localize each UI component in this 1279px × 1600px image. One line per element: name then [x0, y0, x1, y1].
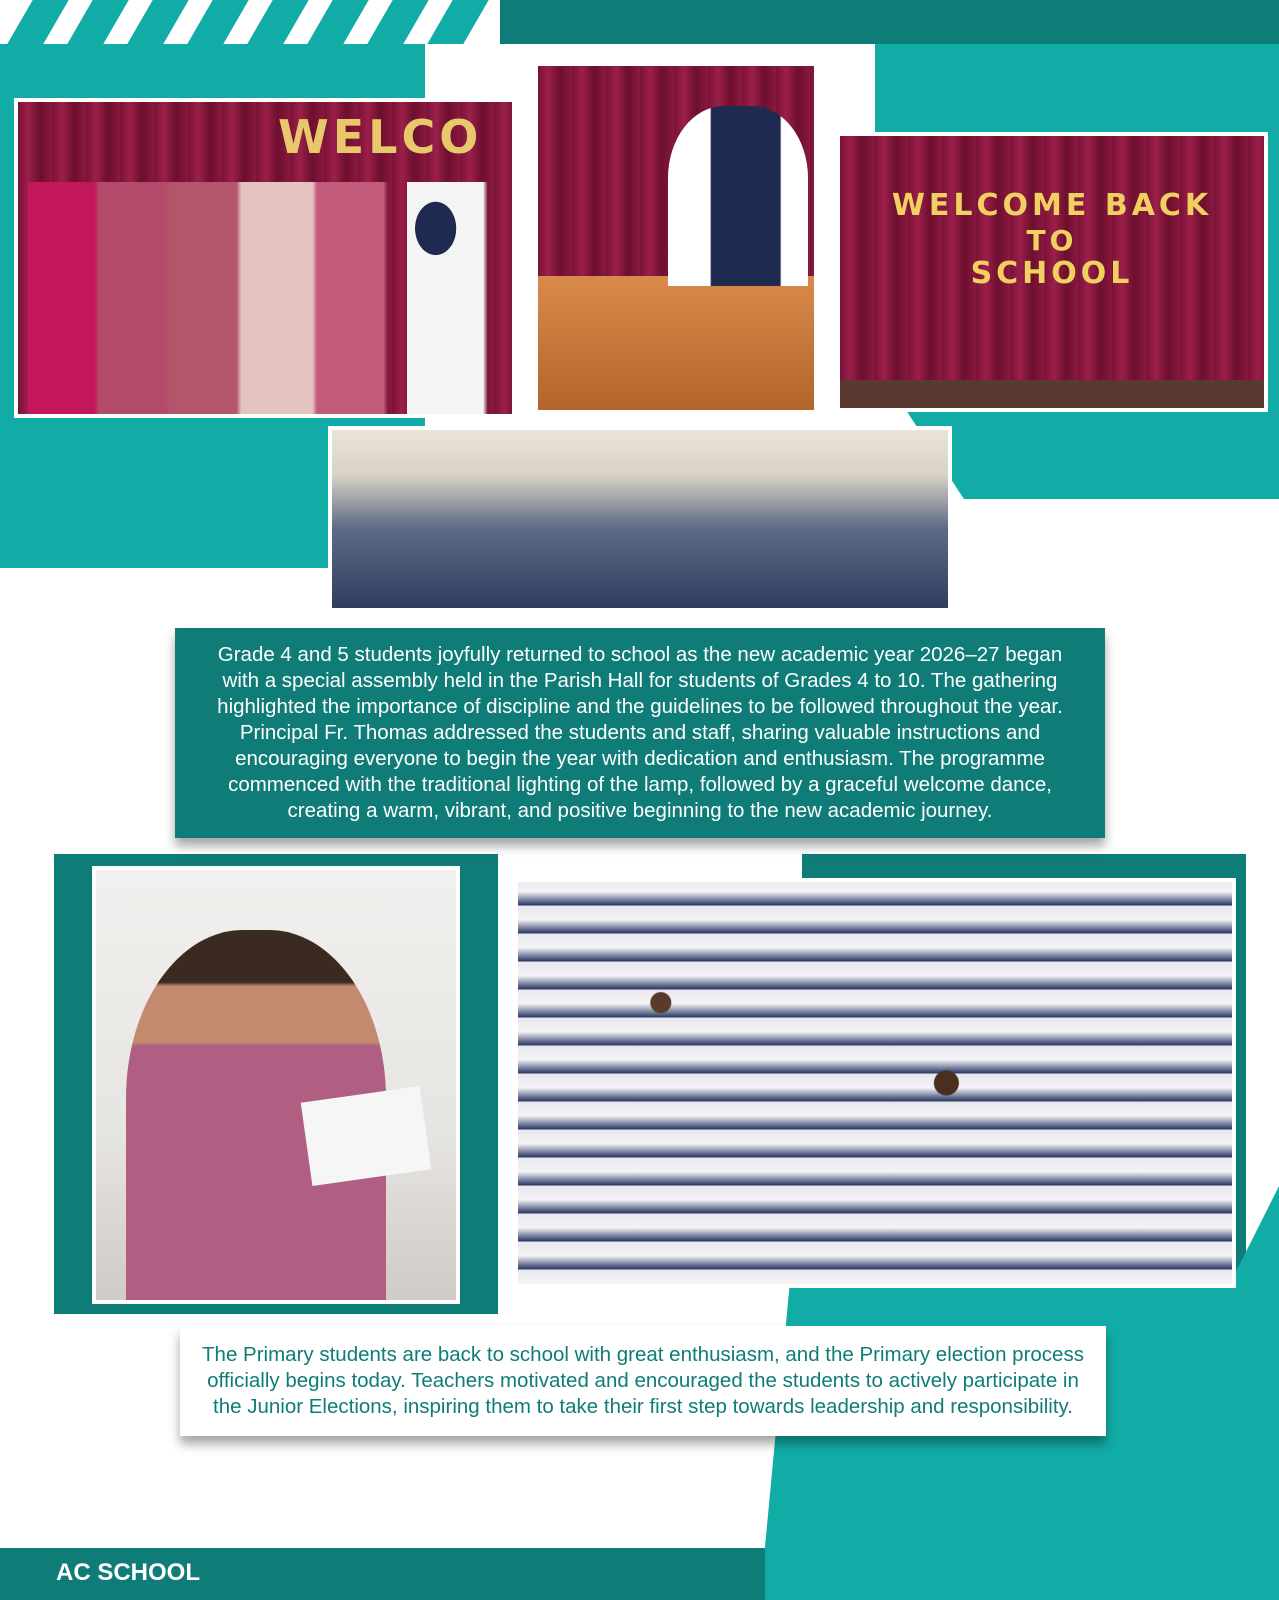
assembly-caption-text: Grade 4 and 5 students joyfully returned to school as the new academic year 2026–27 began with a special assembly held in the Parish Hall for students of Grades 4 to 10. The gathering highlighted the importance of discipline and the guidelines to be followed throughout the year. Principal Fr. Thomas addressed the students and staff, sharing valuable instructions and encouraging everyone to begin the year with dedication and enthusiasm. The programme commenced with the traditional lighting of the lamp, followed by a graceful welcome dance, creating a warm, vibrant, and positive beginning to the new academic journey. [217, 643, 1063, 822]
stripe [367, 0, 428, 44]
stage-floor [840, 380, 1264, 408]
people-group [28, 182, 502, 414]
top-band [500, 0, 1279, 44]
stripe [187, 0, 248, 44]
school-name: AC SCHOOL [56, 1559, 200, 1586]
dance-banner-line3: SCHOOL [970, 256, 1134, 291]
podium [538, 276, 818, 414]
speaker-figure [668, 106, 808, 286]
paper-sheet [301, 1086, 432, 1186]
assembly-caption-box [175, 628, 1105, 838]
photo-assembly-hall [328, 426, 952, 612]
stripe [7, 0, 68, 44]
stripe [307, 0, 368, 44]
elections-caption-text: The Primary students are back to school with great enthusiasm, and the Primary election process officially begins today. Teachers motivated and encouraged the students to actively participate in the Junior Elections, inspiring them to take their first step towards leadership and responsibility. [202, 1343, 1084, 1418]
photo-teacher-speaking [92, 866, 460, 1304]
stripe [67, 0, 128, 44]
stripe [427, 0, 488, 44]
stripe [247, 0, 308, 44]
welcome-banner: WELCO [278, 110, 483, 164]
dance-banner-line2: TO [1026, 224, 1078, 257]
photo-principal-speech [534, 62, 818, 414]
photo-welcome-dance [836, 132, 1268, 412]
dance-banner-line1: WELCOME BACK [891, 188, 1213, 223]
stripe [127, 0, 188, 44]
photo-students-raising-hands [514, 878, 1236, 1288]
elections-caption-box [180, 1326, 1106, 1436]
photo-staff-welcome [14, 98, 516, 418]
